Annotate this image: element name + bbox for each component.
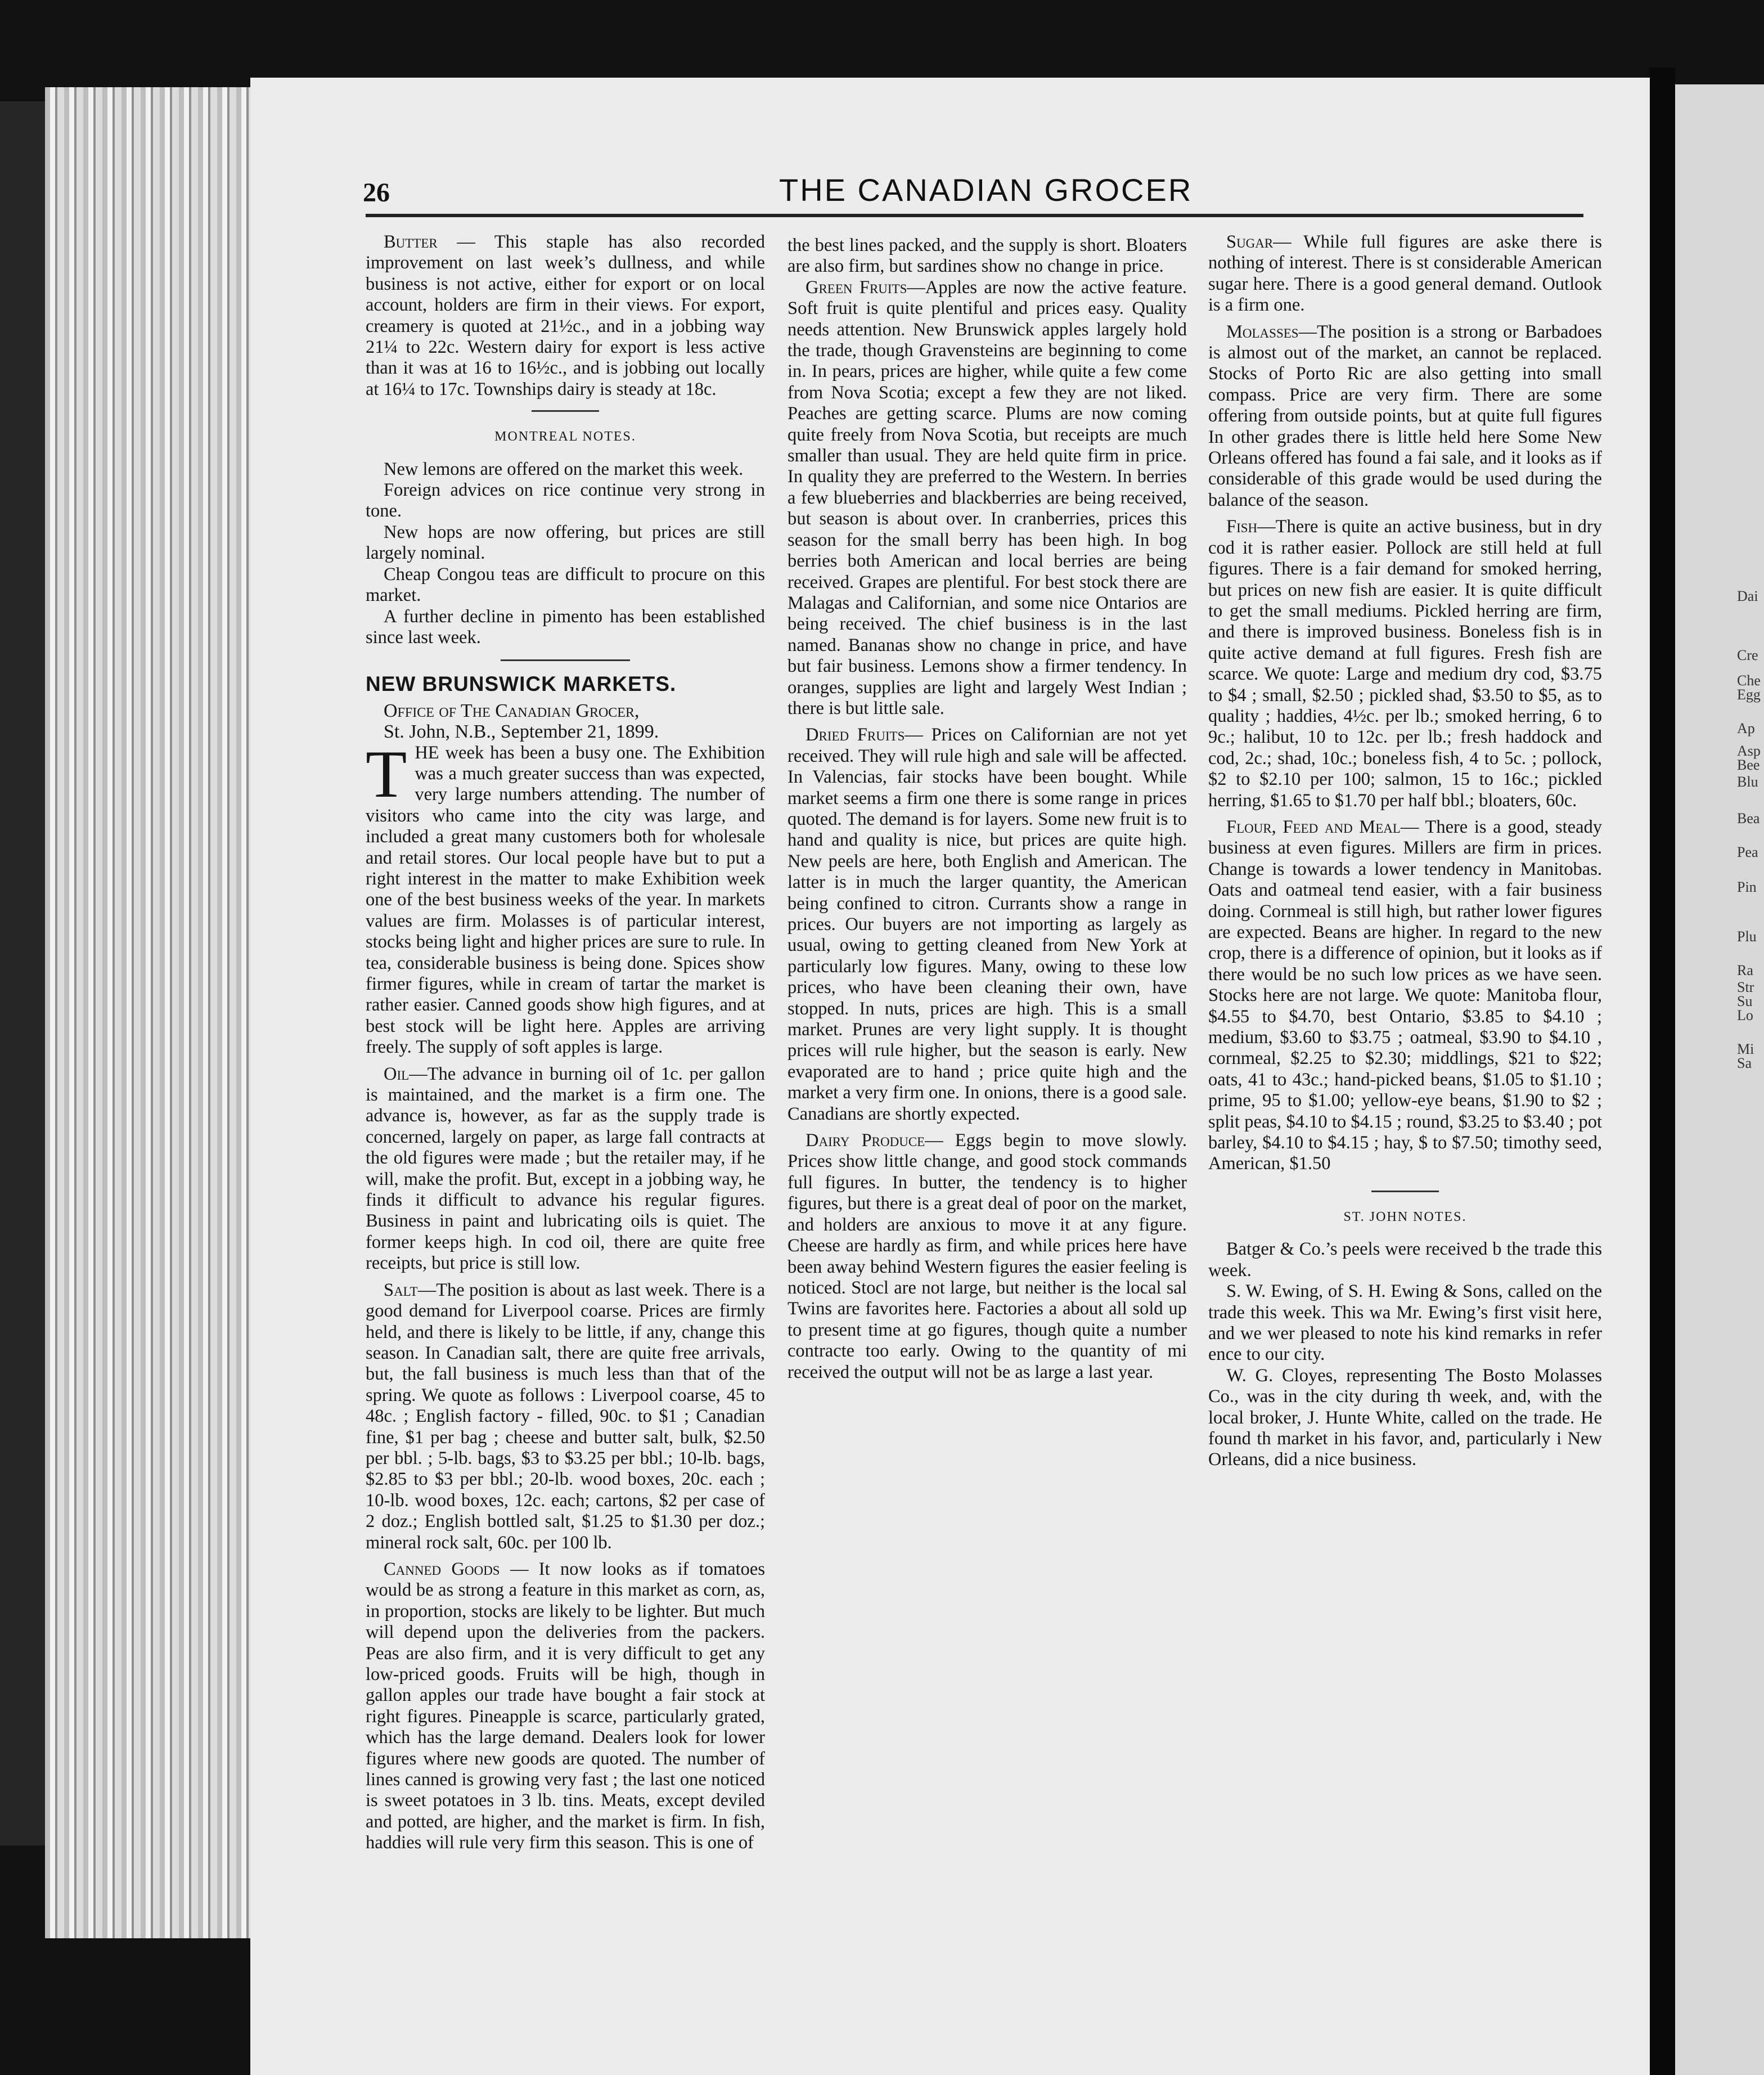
note-item: Cheap Congou teas are difficult to procure on this market. bbox=[366, 564, 765, 606]
office-line: Office of The Canadian Grocer, bbox=[384, 700, 640, 721]
section-label: Canned Goods bbox=[384, 1559, 500, 1579]
section-label: Fish bbox=[1226, 516, 1258, 537]
body-text: —Apples are now the active feature. Soft fruit is quite plentiful and prices easy. Quality needs attention. New Brunswick apples largely hold the trade, though Gravensteins are beginning to come in. In pears, prices are higher, while quite a few come from Nova Scotia; except a few they are not liked. Peaches are getting scarce. Plums are now coming quite freely from Nova Scotia, but receipts are much smaller than usual. They are held quite firm in price. In quality they are preferred to the Western. In berries a few blueberries and blackberries are being received, but season is about over. In cranberries, prices this season for the small berry has been high. In bog berries both American and local berries are being received. Grapes are plentiful. For best stock there are Malagas and Californian, and some nice Ontarios are being received. The chief business is in the last named. Bananas show no change in price, and have but fair business. Lemons show a firmer tendency. In oranges, supplies are light and largely West Indian ; there is but little sale. bbox=[788, 277, 1187, 718]
adjacent-fragment: Str bbox=[1737, 979, 1754, 995]
dried-fruits-paragraph bbox=[788, 725, 1187, 1125]
page-edges bbox=[45, 87, 256, 1938]
column-2 bbox=[788, 235, 1187, 1389]
oil-paragraph bbox=[366, 1064, 765, 1274]
dateline: St. John, N.B., September 21, 1899. bbox=[384, 721, 659, 743]
adjacent-fragment: Egg bbox=[1737, 686, 1761, 703]
gutter-shadow bbox=[1650, 68, 1675, 2075]
adjacent-fragment: Che bbox=[1737, 672, 1761, 689]
page-number: 26 bbox=[363, 178, 390, 208]
section-label: Molasses bbox=[1226, 321, 1299, 342]
body-text: — Eggs begin to move slowly. Prices show little change, and good stock commands full figures. In butter, the tendency is to higher figures, but there is a great deal of poor on the market, and holders are anxious to move it at any figure. Cheese are hardly as firm, and while prices here have been away behind Western figures the easier feeling is noticed. Stocl are not large, but neither is the local sal Twins are favorites here. Factories a about all sold up to present time at go figures, though quite a number contracte too early. Owing to the quantity of mi received the output will not be as large a last year. bbox=[788, 1130, 1187, 1382]
section-heading: NEW BRUNSWICK MARKETS. bbox=[366, 672, 677, 696]
adjacent-page bbox=[1675, 84, 1764, 2075]
montreal-notes-heading: MONTREAL NOTES. bbox=[494, 429, 636, 444]
body-text: — Prices on Californian are not yet received. They will rule high and sale will be affected. In Valencias, fair stocks have been bought. While market seems a firm one there is some range in prices quoted. The demand is for layers. Some new fruit is to hand and quality is nice, but prices are quite high. New peels are here, both English and American. The latter is in much the larger quantity, the American being confined to citron. Currants show a range in prices. Our buyers are not importing as largely as usual, owing to getting cleaned from New York at particularly low figures. Many, owing to these low prices, who have been cleaning their own, have stopped. In nuts, prices are high. This is a small market. Prunes are very light supply. It is thought prices will rule higher, but the season is early. New evaporated are to hand ; price quite high and the market a very firm one. In onions, there is a good sale. Canadians are shortly expected. bbox=[788, 725, 1187, 1124]
section-label: Sugar bbox=[1226, 232, 1274, 252]
body-text: —The position is a strong or Barbadoes is almost out of the market, an cannot be replaced. Stocks of Porto Ric are also getting into small compass. Price are very firm. There are some offering from outside points, but at quite full figures In other grades there is little held here Some New Orleans offered has found a fai sale, and it looks as if considerable of this grade would be used during the balance of the season. bbox=[1208, 321, 1602, 510]
body-text: —The advance in burning oil of 1c. per gallon is maintained, and the market is a firm one. The advance is, however, as far as the supply trade is concerned, largely on paper, as large fall contracts at the old figures were made ; but the retailer may, if he will, make the profit. But, except in a jobbing way, he finds it difficult to advance his regular figures. Business in paint and lubricating oils is quiet. The former keeps high. In cod oil, there are quite free receipts, but price is still low. bbox=[366, 1063, 765, 1274]
section-label: Butter bbox=[384, 232, 438, 252]
note-item: New lemons are offered on the market this week. bbox=[384, 459, 744, 479]
sugar-paragraph bbox=[1208, 232, 1602, 316]
adjacent-fragment: Cre bbox=[1737, 647, 1758, 663]
adjacent-fragment: Sa bbox=[1737, 1055, 1752, 1071]
section-label: Oil bbox=[384, 1063, 410, 1084]
section-label: Dairy Produce bbox=[806, 1130, 925, 1151]
butter-paragraph bbox=[366, 232, 765, 400]
section-label: Salt bbox=[384, 1279, 418, 1300]
salt-paragraph bbox=[366, 1280, 765, 1553]
short-rule bbox=[1371, 1191, 1439, 1192]
adjacent-fragment: Pea bbox=[1737, 844, 1758, 860]
note-item: Foreign advices on rice continue very strong in tone. bbox=[366, 480, 765, 522]
canned-goods-paragraph bbox=[366, 1559, 765, 1854]
note-item: Batger & Co.’s peels were received b the trade this week. bbox=[1208, 1239, 1602, 1281]
section-label: Dried Fruits bbox=[806, 725, 905, 745]
body-text: — It now looks as if tomatoes would be as strong a feature in this market as corn, as, in proportion, stocks are likely to be lighter. But much will depend upon the deliveries from the packers. Peas are also firm, and it is very difficult to get any low-priced goods. Fruits will be high, though in gallon apples our trade have bought a fair stock at right figures. Pineapple is scarce, particularly grated, which has the large demand. Dealers look for lower figures where new goods are quoted. The number of lines canned is growing very fast ; the last one noticed is sweet potatoes in 3 lb. tins. Meats, except deviled and potted, are higher, and the market is firm. In fish, haddies will rule very firm this season. This is one of bbox=[366, 1559, 765, 1853]
column-1 bbox=[366, 232, 765, 1854]
adjacent-fragment: Blu bbox=[1737, 774, 1758, 790]
header-rule bbox=[366, 214, 1583, 217]
adjacent-fragment: Asp bbox=[1737, 743, 1761, 759]
body-text: — There is a good, steady business at even figures. Millers are firm in prices. Change is towards a lower tendency in Manitobas. Oats and oatmeal tend easier, with a fair business doing. Cornmeal is still high, but rather lower figures are expected. Beans are higher. In regard to the new crop, there is a difference of opinion, but it looks as if there would be no such low prices as we have seen. Stocks here are not large. We quote: Manitoba flour, $4.55 to $4.70, best Ontario, $3.85 to $4.10 ; medium, $3.60 to $3.75 ; oatmeal, $3.90 to $4.10 , cornmeal, $2.25 to $2.30; middlings, $21 to $22; oats, 41 to 43c.; hand-picked beans, $1.05 to $1.10 ; prime, 95 to $1.00; yellow-eye beans, $1.90 to $2 ; split peas, $4.10 to $4.15 ; round, $3.25 to $3.40 ; pot barley, $4.10 to $4.15 ; hay, $ to $7.50; timothy seed, American, $1.50 bbox=[1208, 816, 1602, 1174]
adjacent-fragment: Ra bbox=[1737, 962, 1753, 978]
body-text: — This staple has also recorded improvement on last week’s dullness, and while business is not active, either for export or on local account, holders are firm in their views. For export, creamery is quoted at 21½c., and in a jobbing way 21¼ to 22c. Western dairy for export is less active than it was at 16 to 16½c., and is jobbing out locally at 16¼ to 17c. Townships dairy is steady at 18c. bbox=[366, 232, 765, 399]
flour-paragraph bbox=[1208, 817, 1602, 1175]
drop-cap: T bbox=[366, 736, 407, 811]
adjacent-fragment: Dai bbox=[1737, 588, 1758, 604]
adjacent-fragment: Pin bbox=[1737, 879, 1757, 895]
note-item: A further decline in pimento has been established since last week. bbox=[366, 606, 765, 648]
running-title: THE CANADIAN GROCER bbox=[779, 172, 1193, 208]
body-text: —The position is about as last week. There is a good demand for Liverpool coarse. Prices are firmly held, and there is likely to be little, if any, change this season. In Canadian salt, there are quite free arrivals, but, the fall business is much less than that of the spring. We quote as follows : Liverpool coarse, 45 to 48c. ; English factory - filled, 90c. to $1 ; Canadian fine, $1 per bag ; cheese and butter salt, bulk, $2.50 per bbl. ; 5-lb. bags, $3 to $3.25 per bbl.; 10-lb. bags, $2.85 to $3 per bbl.; 20-lb. wood boxes, 20c. each ; 10-lb. wood boxes, 12c. each; cartons, $2 per case of 2 doz.; English bottled salt, $1.25 to $1.30 per doz.; mineral rock salt, 60c. per 100 lb. bbox=[366, 1279, 765, 1553]
adjacent-fragment: Plu bbox=[1737, 928, 1757, 945]
body-text: — While full figures are aske there is nothing of interest. There is st considerable American sugar here. There is a good general demand. Outlook is a firm one. bbox=[1208, 232, 1602, 316]
adjacent-fragment: Bea bbox=[1737, 810, 1760, 827]
st-john-notes-heading: ST. JOHN NOTES. bbox=[1343, 1209, 1467, 1224]
intro-paragraph bbox=[366, 736, 765, 1058]
dairy-produce-paragraph bbox=[788, 1130, 1187, 1383]
adjacent-fragment: Bee bbox=[1737, 757, 1760, 773]
column-3 bbox=[1208, 232, 1602, 1471]
note-item: W. G. Cloyes, representing The Bosto Molasses Co., was in the city during th week, and, with the local broker, J. Hunte White, called on the trade. He found th market in his favor, and, particularly i New Orleans, did a nice business. bbox=[1208, 1365, 1602, 1470]
adjacent-fragment: Ap bbox=[1737, 720, 1755, 736]
section-rule bbox=[501, 659, 630, 661]
short-rule bbox=[532, 410, 599, 412]
body-text: —There is quite an active business, but in dry cod it is rather easier. Pollock are still held at full figures. There is a fair demand for smoked herring, but prices on new fish are easier. It is quite difficult to get the small mediums. Pickled herring are firm, and there is improved business. Boneless fish is in quite active demand at full figures. Fresh fish are scarce. We quote: Large and medium dry cod, $3.75 to $4 ; small, $2.50 ; pickled shad, $3.50 to $5, as to quality ; haddies, 4½c. per lb.; smoked herring, 6 to 9c.; halibut, 10 to 12c. per lb.; fresh haddock and cod, 2c.; shad, 10c.; boneless fish, 4 to 5c. ; pollock, $2 to $2.10 per 100; salmon, 15 to 16c.; pickled herring, $1.65 to $1.70 per half bbl.; bloaters, 60c. bbox=[1208, 516, 1602, 811]
adjacent-fragment: Su bbox=[1737, 993, 1753, 1009]
body-text: HE week has been a busy one. The Exhibition was a much greater success than was expected, very large numbers attending. The number of visitors who came into the city was large, and included a great many customers both for wholesale and retail stores. Our local people have but to put a right interest in the matter to make Exhibition week one of the best business weeks of the year. In markets values are firm. Molasses is of particular interest, stocks being light and higher prices are sure to rule. In tea, considerable business is being done. Spices show firmer figures, while in cream of tartar the market is rather easier. Canned goods show high figures, and at best stock will be light here. Apples are arriving freely. The supply of soft apples is large. bbox=[366, 742, 765, 1058]
fish-paragraph bbox=[1208, 516, 1602, 811]
note-item: New hops are now offering, but prices are still largely nominal. bbox=[366, 522, 765, 564]
continued-text: the best lines packed, and the supply is short. Bloaters are also firm, but sardines show no change in price. bbox=[788, 235, 1187, 277]
section-label: Flour, Feed and Meal bbox=[1226, 816, 1401, 837]
adjacent-fragment: Lo bbox=[1737, 1007, 1753, 1023]
section-label: Green Fruits bbox=[806, 277, 907, 298]
green-fruits-paragraph bbox=[788, 277, 1187, 720]
adjacent-fragment: Mi bbox=[1737, 1041, 1754, 1057]
note-item: S. W. Ewing, of S. H. Ewing & Sons, called on the trade this week. This wa Mr. Ewing’s first visit here, and we wer pleased to note his kind remarks in refer ence to our city. bbox=[1208, 1281, 1602, 1365]
molasses-paragraph bbox=[1208, 322, 1602, 511]
